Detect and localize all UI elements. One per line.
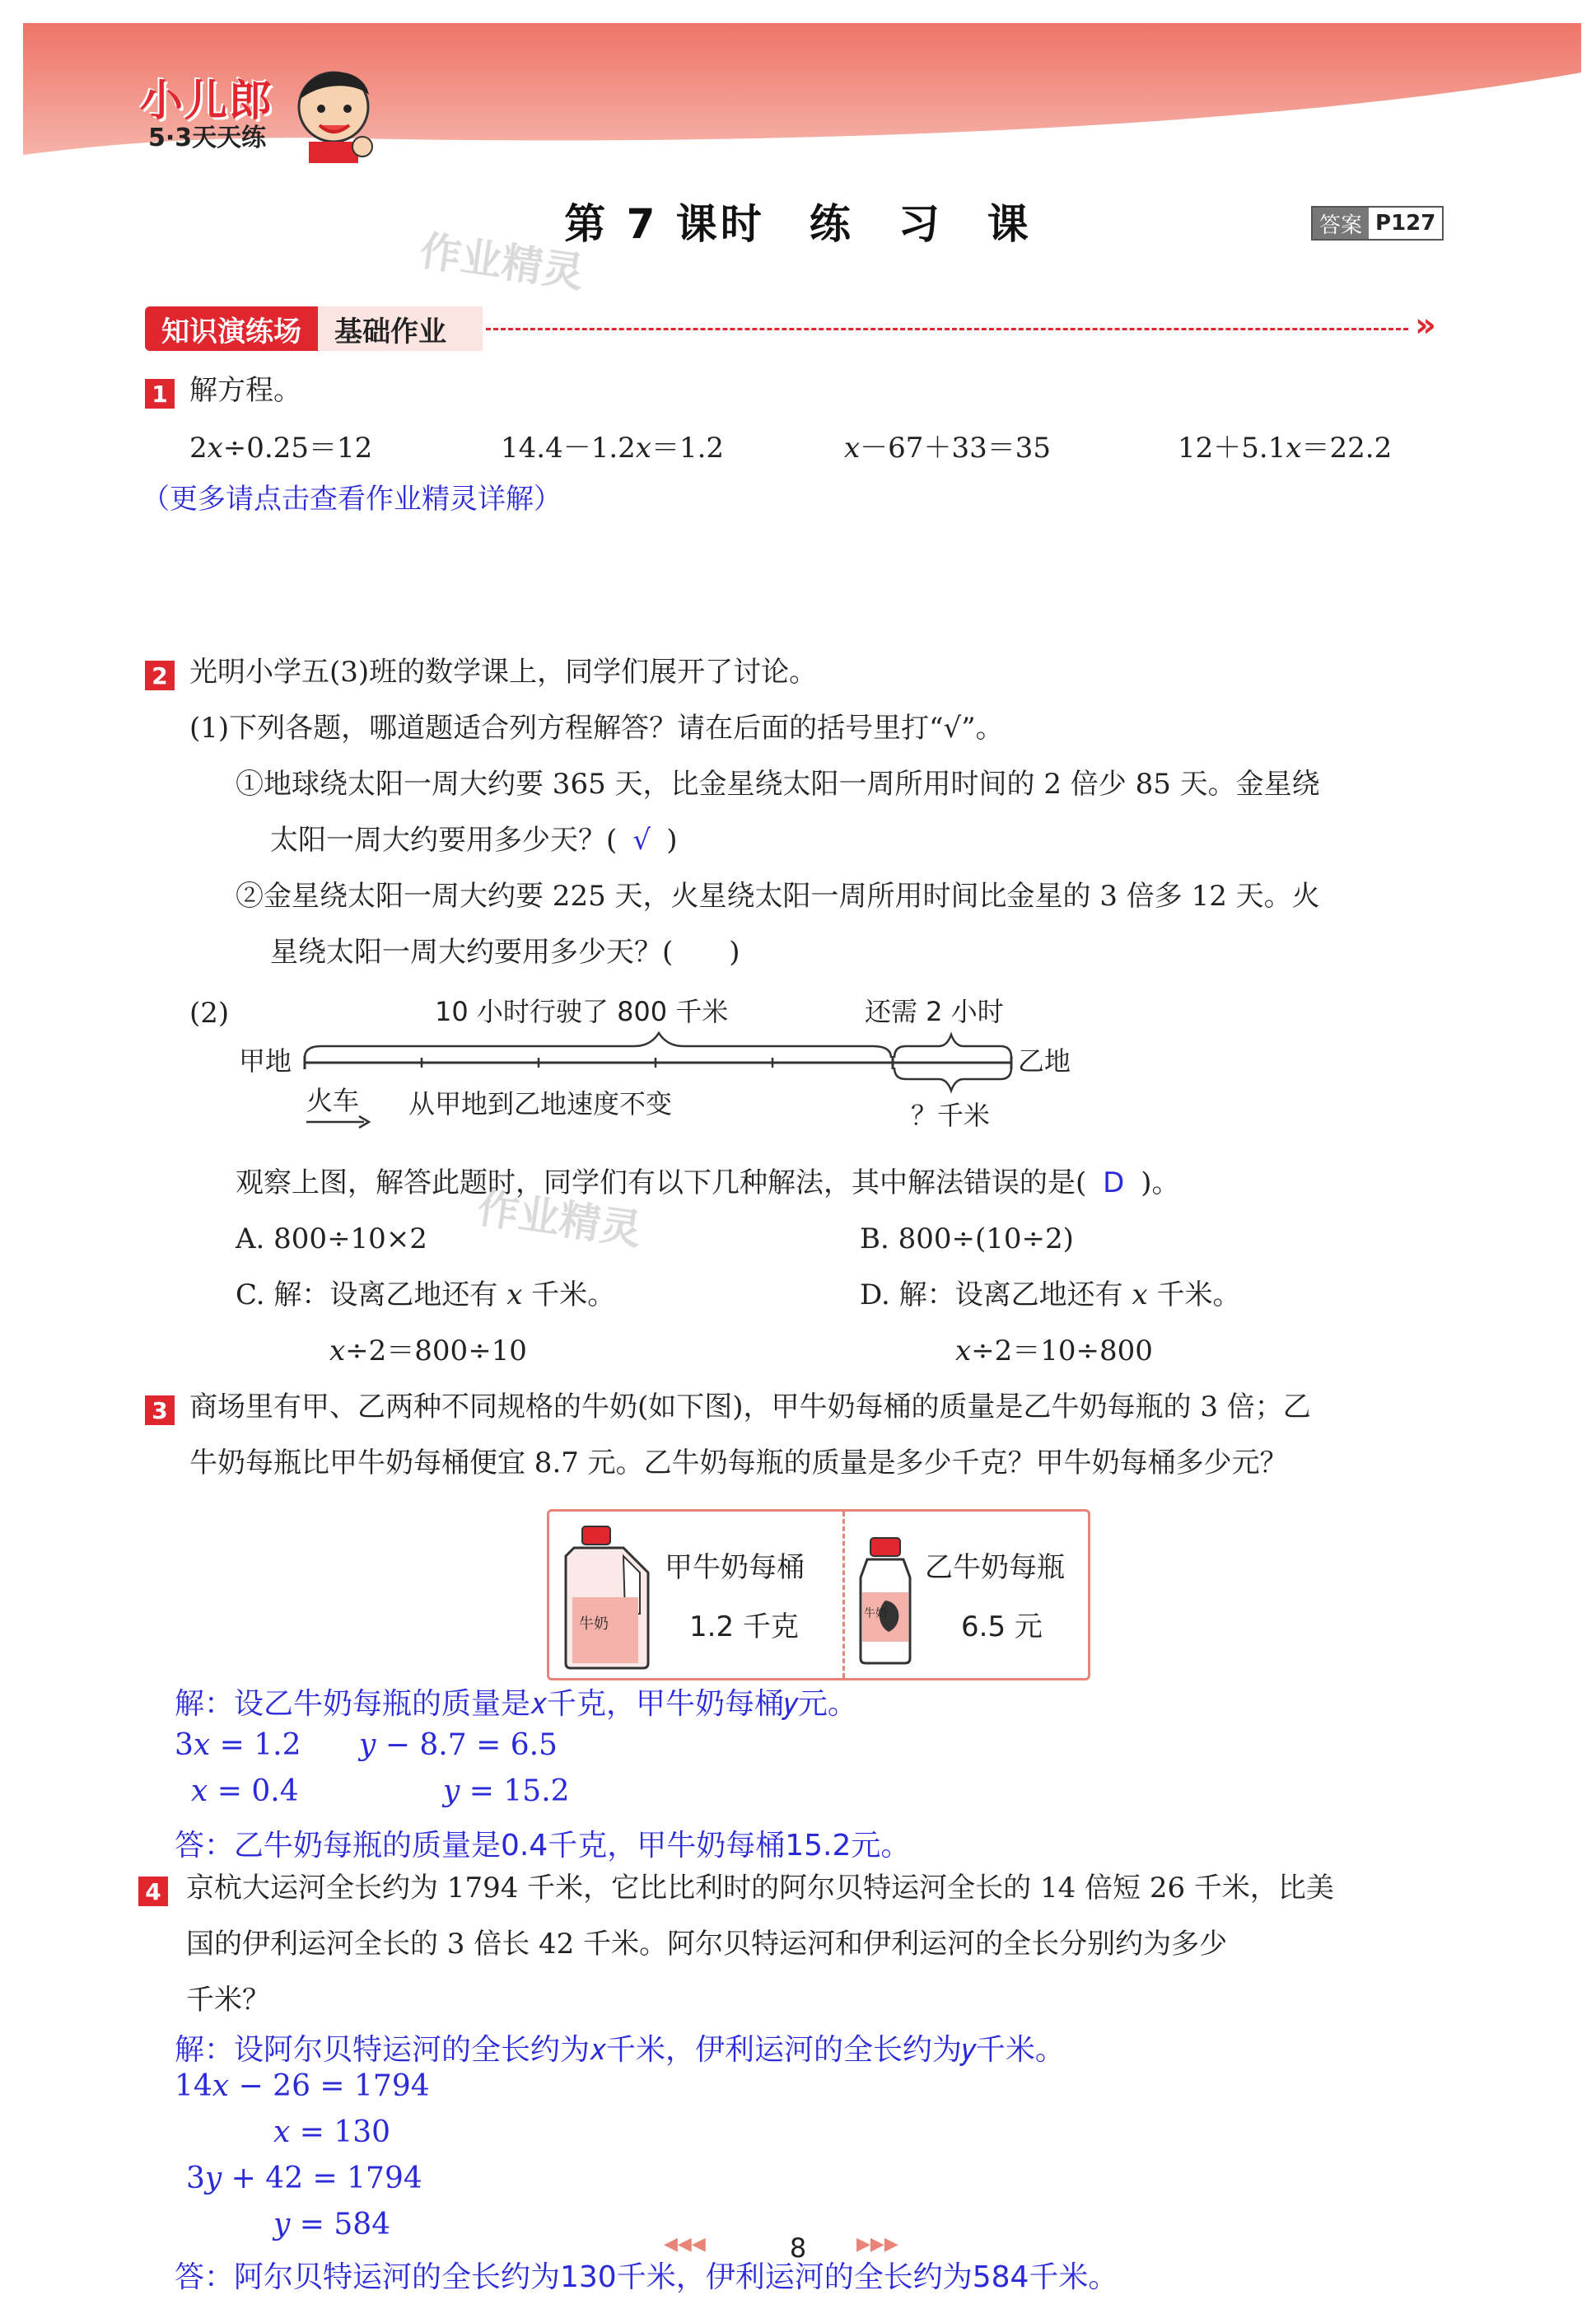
q4-line3: 千米？ [186, 1984, 270, 2017]
section-tag-practice: 知识演练场 [145, 306, 318, 351]
milk-info-box [547, 1509, 1090, 1680]
diagram-label-remaining-time: 还需 2 小时 [865, 996, 1004, 1027]
watermark-2: 作业精灵 [474, 1184, 645, 1255]
section-divider [486, 328, 1408, 330]
q2-option-d: D. 解：设离乙地还有 𝑥 千米。 [860, 1278, 1241, 1311]
q2-observe-text: 观察上图，解答此题时，同学们有以下几种解法，其中解法错误的是( [236, 1166, 1087, 1199]
line-segment-diagram [296, 1030, 1021, 1096]
q3-solution-setup: 解：设乙牛奶每瓶的质量是𝑥千克，甲牛奶每桶𝑦元。 [175, 1687, 857, 1721]
q4-line2: 国的伊利运河全长的 3 倍长 42 千米。阿尔贝特运河和伊利运河的全长分别约为多少 [186, 1928, 1228, 1961]
q3-solution-eq1: 3𝑥 = 1.2 [175, 1728, 301, 1762]
diagram-label-distance: 10 小时行驶了 800 千米 [435, 996, 729, 1027]
q4-solution-setup: 解：设阿尔贝特运河的全长约为𝑥千米，伊利运河的全长约为𝑦千米。 [175, 2033, 1065, 2067]
q2-observe-line [236, 1165, 1180, 1201]
q3-solution-eq2: 𝑦 − 8.7 = 6.5 [359, 1728, 558, 1762]
milk-jug-label: 牛奶 [579, 1615, 609, 1633]
q2-observe-close: )。 [1141, 1166, 1180, 1199]
mascot-boy-illustration [280, 58, 387, 165]
answer-key-label: 答案 [1313, 208, 1369, 239]
q4-solution-eq3: 3𝑦 + 42 = 1794 [186, 2162, 422, 2195]
milk-bottle-icon [852, 1535, 918, 1666]
milk-bottle-title: 乙牛奶每瓶 [925, 1551, 1065, 1584]
q2-prompt: 光明小学五(3)班的数学课上，同学们展开了讨论。 [189, 656, 818, 689]
q3-solution-eq4: 𝑦 = 15.2 [443, 1774, 570, 1808]
milk-bottle-label: 牛奶 [864, 1607, 887, 1620]
footer-arrows-right-icon: ▶▶▶ [856, 2234, 898, 2255]
q1-equation-4: 12＋5.1𝑥＝22.2 [1178, 432, 1393, 465]
logo-brand: 小儿郎 [140, 77, 274, 126]
footer-arrows-left-icon: ◀◀◀ [664, 2234, 706, 2255]
q2-observe-answer: D [1103, 1166, 1125, 1199]
answer-key-page: P127 [1369, 208, 1442, 239]
watermark: 作业精灵 [417, 227, 587, 297]
q3-line1: 商场里有甲、乙两种不同规格的牛奶(如下图)，甲牛奶每桶的质量是乙牛奶每瓶的 3 倍；乙 [189, 1391, 1311, 1423]
q3-line2: 牛奶每瓶比甲牛奶每桶便宜 8.7 元。乙牛奶每瓶的质量是多少千克？甲牛奶每桶多少元？ [189, 1447, 1288, 1479]
q2-option-a: A. 800÷10×2 [236, 1222, 427, 1255]
question-number-1: 1 [145, 379, 175, 409]
q4-line1: 京杭大运河全长约为 1794 千米，它比比利时的阿尔贝特运河全长的 14 倍短 26 千米，比美 [186, 1872, 1334, 1905]
diagram-label-start: 甲地 [239, 1045, 292, 1077]
milk-jug-weight: 1.2 千克 [689, 1610, 799, 1643]
q4-solution-eq2: 𝑥 = 130 [273, 2115, 391, 2149]
q2-item1-text: 太阳一周大约要用多少天？( [270, 824, 618, 857]
question-number-2: 2 [145, 661, 175, 690]
q2-item1-answer-check: √ [632, 824, 651, 857]
q2-option-c-equation: 𝑥÷2＝800÷10 [329, 1334, 527, 1367]
milk-jug-icon [558, 1523, 665, 1671]
q2-option-c: C. 解：设离乙地还有 𝑥 千米。 [236, 1278, 616, 1311]
q3-solution-answer: 答：乙牛奶每瓶的质量是0.4千克，甲牛奶每桶15.2元。 [175, 1829, 911, 1863]
milk-bottle-price: 6.5 元 [961, 1610, 1043, 1643]
q1-equation-3: 𝑥－67＋33＝35 [844, 432, 1051, 465]
q1-equation-2: 14.4－1.2𝑥＝1.2 [501, 432, 725, 465]
q1-prompt: 解方程。 [189, 374, 301, 407]
q2-option-b: B. 800÷(10÷2) [860, 1222, 1074, 1255]
diagram-label-train: 火车 [306, 1085, 360, 1116]
diagram-label-unknown: ？千米 [911, 1100, 991, 1131]
q2-item2-line1: ②金星绕太阳一周大约要 225 天，火星绕太阳一周所用时间比金星的 3 倍多 12 天。火 [236, 880, 1320, 913]
page-number: 8 [789, 2232, 807, 2264]
diagram-label-end: 乙地 [1018, 1045, 1071, 1077]
q2-item2-line2: 星绕太阳一周大约要用多少天？( ) [270, 936, 740, 969]
q1-more-details-link[interactable]: （更多请点击查看作业精灵详解） [142, 483, 562, 516]
q2-item1-line2 [270, 822, 678, 858]
q1-equation-1: 2𝑥÷0.25＝12 [189, 432, 373, 465]
q2-item1-close: ) [666, 824, 678, 857]
answer-key-tag [1311, 206, 1444, 241]
q2-item1-line1: ①地球绕太阳一周大约要 365 天，比金星绕太阳一周所用时间的 2 倍少 85 天。金星绕 [236, 768, 1320, 801]
double-chevron-icon: » [1415, 306, 1436, 344]
q4-solution-answer: 答：阿尔贝特运河的全长约为130千米，伊利运河的全长约为584千米。 [175, 2260, 1118, 2294]
q4-solution-eq1: 14𝑥 − 26 = 1794 [175, 2069, 430, 2103]
q2-part2-label: (2) [189, 997, 230, 1030]
q3-solution-eq3: 𝑥 = 0.4 [191, 1774, 299, 1808]
question-number-4: 4 [138, 1877, 168, 1906]
milk-jug-title: 甲牛奶每桶 [665, 1551, 805, 1584]
section-tag-basic: 基础作业 [318, 306, 483, 351]
logo-subtitle: 5·3天天练 [148, 124, 267, 152]
q2-part1: (1)下列各题，哪道题适合列方程解答？请在后面的括号里打“√”。 [189, 712, 1004, 745]
question-number-3: 3 [145, 1395, 175, 1425]
milk-box-divider [842, 1512, 845, 1678]
diagram-label-speed: 从甲地到乙地速度不变 [408, 1088, 673, 1119]
q2-option-d-equation: 𝑥÷2＝10÷800 [955, 1334, 1153, 1367]
arrow-right-icon [306, 1114, 372, 1130]
q4-solution-eq4: 𝑦 = 584 [273, 2208, 391, 2241]
lesson-title: 第 7 课时 练 习 课 [564, 200, 1032, 248]
